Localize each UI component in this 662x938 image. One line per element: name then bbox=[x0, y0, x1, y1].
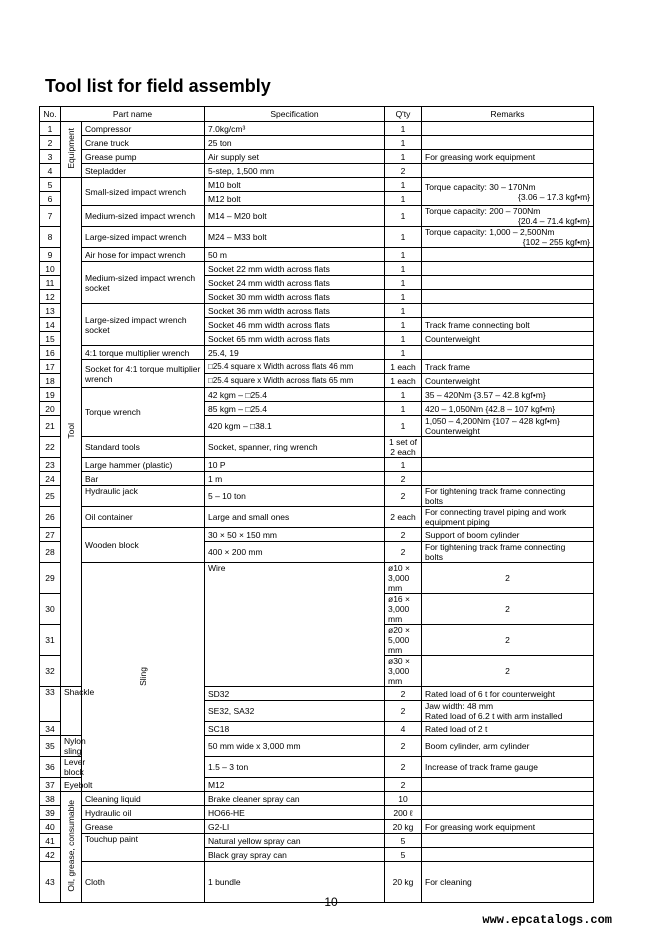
cell-spec: M12 bolt bbox=[205, 192, 385, 206]
table-row bbox=[40, 304, 594, 318]
cell-part: Small-sized impact wrench bbox=[82, 178, 205, 206]
cell-no: 28 bbox=[40, 542, 61, 563]
cell-no: 36 bbox=[40, 757, 61, 778]
cell-qty: 20 kg bbox=[385, 862, 422, 903]
cell-no: 23 bbox=[40, 458, 61, 472]
cell-no: 39 bbox=[40, 806, 61, 820]
cell-no: 9 bbox=[40, 248, 61, 262]
page-number: 10 bbox=[324, 895, 338, 909]
header-part-name: Part name bbox=[61, 107, 205, 122]
cell-no: 2 bbox=[40, 136, 61, 150]
cell-qty: 1 bbox=[385, 206, 422, 227]
cell-spec: ø30 × 3,000 mm bbox=[385, 656, 422, 687]
cell-spec: M12 bbox=[205, 778, 385, 792]
website-watermark: www.epcatalogs.com bbox=[482, 913, 612, 927]
cell-qty: 2 bbox=[385, 542, 422, 563]
cell-spec: 1 m bbox=[205, 472, 385, 486]
cell-qty: 1 bbox=[385, 402, 422, 416]
cell-remarks bbox=[422, 290, 594, 304]
cell-no: 32 bbox=[40, 656, 61, 687]
cell-spec: SE32, SA32 bbox=[205, 701, 385, 722]
cell-no: 10 bbox=[40, 262, 61, 276]
cell-remarks bbox=[422, 792, 594, 806]
cell-no: 27 bbox=[40, 528, 61, 542]
cell-qty: 1 bbox=[385, 458, 422, 472]
cell-qty: 1 bbox=[385, 416, 422, 437]
cell-no: 8 bbox=[40, 227, 61, 248]
table-row bbox=[40, 820, 594, 834]
remarks-line: 1,050 – 4,200Nm {107 – 428 kgf•m} bbox=[425, 416, 560, 426]
cell-spec: 85 kgm – □25.4 bbox=[205, 402, 385, 416]
cell-remarks: Rated load of 6 t for counterweight bbox=[422, 687, 594, 701]
cell-remarks bbox=[422, 304, 594, 318]
cell-qty: 2 bbox=[385, 687, 422, 701]
cell-remarks bbox=[422, 416, 594, 437]
cell-spec: M10 bolt bbox=[205, 178, 385, 192]
cell-no: 25 bbox=[40, 486, 61, 507]
cell-spec: 1.5 – 3 ton bbox=[205, 757, 385, 778]
cell-no: 14 bbox=[40, 318, 61, 332]
cell-qty: 2 bbox=[385, 486, 422, 507]
cell-remarks: Support of boom cylinder bbox=[422, 528, 594, 542]
table-row bbox=[40, 248, 594, 262]
group-oil-grease-consumable bbox=[61, 792, 82, 903]
header-row bbox=[40, 107, 594, 122]
cell-spec: Socket 22 mm width across flats bbox=[205, 262, 385, 276]
cell-remarks bbox=[422, 227, 594, 248]
cell-remarks bbox=[422, 276, 594, 290]
group-tool bbox=[61, 178, 82, 687]
cell-remarks bbox=[422, 806, 594, 820]
header-qty: Q'ty bbox=[385, 107, 422, 122]
cell-spec: M14 – M20 bolt bbox=[205, 206, 385, 227]
cell-spec: □25.4 square x Width across flats 46 mm bbox=[205, 360, 385, 374]
cell-part: Grease pump bbox=[82, 150, 205, 164]
table-row bbox=[40, 227, 594, 248]
cell-spec: □25.4 square x Width across flats 65 mm bbox=[205, 374, 385, 388]
header-specification: Specification bbox=[205, 107, 385, 122]
remarks-line: Torque capacity: 200 – 700Nm bbox=[425, 206, 541, 216]
cell-no: 37 bbox=[40, 778, 61, 792]
page-title: Tool list for field assembly bbox=[45, 76, 271, 96]
cell-no: 15 bbox=[40, 332, 61, 346]
cell-spec: ø16 × 3,000 mm bbox=[385, 594, 422, 625]
remarks-line: Torque capacity: 1,000 – 2,500Nm bbox=[425, 227, 555, 237]
cell-qty: 2 bbox=[385, 736, 422, 757]
cell-qty: 1 bbox=[385, 122, 422, 136]
remarks-line: Torque capacity: 30 – 170Nm bbox=[425, 181, 536, 192]
cell-qty: 1 bbox=[385, 178, 422, 192]
cell-qty bbox=[385, 437, 422, 458]
cell-no: 34 bbox=[40, 722, 61, 736]
cell-qty: 1 bbox=[385, 227, 422, 248]
cell-part: Bar bbox=[82, 472, 205, 486]
cell-remarks bbox=[422, 136, 594, 150]
cell-qty: 5 bbox=[385, 848, 422, 862]
cell-part: Large-sized impact wrench socket bbox=[82, 304, 205, 346]
cell-qty: 1 bbox=[385, 192, 422, 206]
cell-part: Large hammer (plastic) bbox=[82, 458, 205, 472]
cell-no: 3 bbox=[40, 150, 61, 164]
cell-part: Lever block bbox=[61, 757, 82, 778]
table-row bbox=[40, 486, 594, 507]
cell-remarks bbox=[422, 178, 594, 206]
table-row bbox=[40, 262, 594, 276]
table-row bbox=[40, 507, 594, 528]
table-row bbox=[40, 346, 594, 360]
cell-no: 26 bbox=[40, 507, 61, 528]
cell-no: 41 bbox=[40, 834, 61, 848]
cell-spec: Socket 46 mm width across flats bbox=[205, 318, 385, 332]
cell-remarks: Track frame bbox=[422, 360, 594, 374]
cell-part: Compressor bbox=[82, 122, 205, 136]
cell-qty: 1 bbox=[385, 318, 422, 332]
cell-spec: Large and small ones bbox=[205, 507, 385, 528]
cell-no: 16 bbox=[40, 346, 61, 360]
cell-no: 24 bbox=[40, 472, 61, 486]
cell-remarks: For greasing work equipment bbox=[422, 150, 594, 164]
cell-part: Socket for 4:1 torque multiplier wrench bbox=[82, 360, 205, 388]
remarks-line: Counterweight bbox=[425, 426, 480, 436]
cell-spec: Black gray spray can bbox=[205, 848, 385, 862]
cell-part: Stepladder bbox=[82, 164, 205, 178]
cell-qty: 2 each bbox=[385, 507, 422, 528]
cell-spec: ø20 × 5,000 mm bbox=[385, 625, 422, 656]
cell-spec: Socket 36 mm width across flats bbox=[205, 304, 385, 318]
cell-no: 29 bbox=[40, 563, 61, 594]
table-row bbox=[40, 206, 594, 227]
cell-part: Hydraulic jack bbox=[82, 486, 205, 507]
cell-spec: SD32 bbox=[205, 687, 385, 701]
cell-remarks bbox=[422, 834, 594, 848]
cell-part: Crane truck bbox=[82, 136, 205, 150]
cell-spec: G2-LI bbox=[205, 820, 385, 834]
cell-part: Hydraulic oil bbox=[82, 806, 205, 820]
cell-spec: 5 – 10 ton bbox=[205, 486, 385, 507]
cell-qty: 1 bbox=[385, 332, 422, 346]
cell-no: 43 bbox=[40, 862, 61, 903]
cell-no: 11 bbox=[40, 276, 61, 290]
remarks-line: Jaw width: 48 mm bbox=[425, 701, 494, 711]
cell-part: Medium-sized impact wrench bbox=[82, 206, 205, 227]
cell-no: 33 bbox=[40, 687, 61, 722]
table-row bbox=[40, 164, 594, 178]
group-label: Equipment bbox=[66, 128, 76, 169]
cell-remarks bbox=[422, 206, 594, 227]
cell-qty: 2 bbox=[385, 701, 422, 722]
cell-part: 4:1 torque multiplier wrench bbox=[82, 346, 205, 360]
cell-no: 31 bbox=[40, 625, 61, 656]
table-row bbox=[40, 458, 594, 472]
cell-no: 19 bbox=[40, 388, 61, 402]
remarks-line: For tightening track frame connecting bbox=[425, 486, 566, 496]
remarks-line: {20.4 – 71.4 kgf•m} bbox=[518, 216, 590, 226]
table-row bbox=[40, 360, 594, 374]
cell-no: 20 bbox=[40, 402, 61, 416]
cell-part: Wooden block bbox=[82, 528, 205, 563]
cell-spec: 25.4, 19 bbox=[205, 346, 385, 360]
cell-qty: 1 each bbox=[385, 360, 422, 374]
cell-no: 30 bbox=[40, 594, 61, 625]
cell-spec: 7.0kg/cm³ bbox=[205, 122, 385, 136]
cell-spec: 25 ton bbox=[205, 136, 385, 150]
cell-no: 21 bbox=[40, 416, 61, 437]
cell-part: Air hose for impact wrench bbox=[82, 248, 205, 262]
cell-spec: 30 × 50 × 150 mm bbox=[205, 528, 385, 542]
cell-spec: Socket 24 mm width across flats bbox=[205, 276, 385, 290]
cell-part: Medium-sized impact wrench socket bbox=[82, 262, 205, 304]
cell-spec: HO66-HE bbox=[205, 806, 385, 820]
cell-qty: 5 bbox=[385, 834, 422, 848]
remarks-line: {3.06 – 17.3 kgf•m} bbox=[518, 191, 590, 202]
cell-qty: 1 bbox=[385, 290, 422, 304]
header-no: No. bbox=[40, 107, 61, 122]
table-row bbox=[40, 388, 594, 402]
table-row bbox=[40, 806, 594, 820]
cell-qty: 2 bbox=[422, 594, 594, 625]
cell-remarks bbox=[422, 486, 594, 507]
cell-no: 38 bbox=[40, 792, 61, 806]
cell-no: 13 bbox=[40, 304, 61, 318]
group-equipment bbox=[61, 122, 82, 178]
cell-part: Touchup paint bbox=[82, 834, 205, 862]
cell-qty: 10 bbox=[385, 792, 422, 806]
table-row bbox=[40, 792, 594, 806]
remarks-line: Rated load of 6.2 t with arm installed bbox=[425, 711, 563, 721]
cell-spec: SC18 bbox=[205, 722, 385, 736]
cell-qty: 2 bbox=[422, 625, 594, 656]
cell-spec: Socket 30 mm width across flats bbox=[205, 290, 385, 304]
cell-remarks bbox=[422, 248, 594, 262]
cell-qty: 1 bbox=[385, 150, 422, 164]
cell-remarks: Increase of track frame gauge bbox=[422, 757, 594, 778]
cell-part: Torque wrench bbox=[82, 388, 205, 437]
remarks-line: equipment piping bbox=[425, 517, 490, 527]
cell-remarks bbox=[422, 848, 594, 862]
cell-spec: 5-step, 1,500 mm bbox=[205, 164, 385, 178]
cell-remarks bbox=[422, 262, 594, 276]
cell-qty: 1 bbox=[385, 276, 422, 290]
cell-spec: 42 kgm – □25.4 bbox=[205, 388, 385, 402]
table-row bbox=[40, 437, 594, 458]
cell-no: 12 bbox=[40, 290, 61, 304]
cell-remarks: For greasing work equipment bbox=[422, 820, 594, 834]
cell-part: Wire bbox=[205, 563, 385, 687]
cell-no: 35 bbox=[40, 736, 61, 757]
cell-spec: Air supply set bbox=[205, 150, 385, 164]
cell-no: 17 bbox=[40, 360, 61, 374]
remarks-line: bolts bbox=[425, 552, 443, 562]
cell-qty: 2 bbox=[385, 778, 422, 792]
cell-qty: 200 ℓ bbox=[385, 806, 422, 820]
cell-qty: 2 bbox=[385, 472, 422, 486]
cell-spec: Brake cleaner spray can bbox=[205, 792, 385, 806]
table-row bbox=[40, 563, 594, 594]
cell-remarks: Counterweight bbox=[422, 374, 594, 388]
cell-qty: 1 bbox=[385, 136, 422, 150]
cell-qty: 1 bbox=[385, 346, 422, 360]
cell-part: Cloth bbox=[82, 862, 205, 903]
cell-part: Eyebolt bbox=[61, 778, 82, 792]
cell-remarks: Rated load of 2 t bbox=[422, 722, 594, 736]
cell-remarks bbox=[422, 437, 594, 458]
cell-qty: 1 bbox=[385, 262, 422, 276]
cell-remarks: 420 – 1,050Nm {42.8 – 107 kgf•m} bbox=[422, 402, 594, 416]
cell-part: Cleaning liquid bbox=[82, 792, 205, 806]
cell-spec: ø10 × 3,000 mm bbox=[385, 563, 422, 594]
remarks-line: For connecting travel piping and work bbox=[425, 507, 567, 517]
cell-spec: M24 – M33 bolt bbox=[205, 227, 385, 248]
cell-qty: 1 bbox=[385, 248, 422, 262]
table-row bbox=[40, 178, 594, 192]
cell-remarks bbox=[422, 542, 594, 563]
group-sling bbox=[82, 563, 205, 792]
cell-no: 1 bbox=[40, 122, 61, 136]
cell-qty: 2 bbox=[385, 528, 422, 542]
cell-no: 5 bbox=[40, 178, 61, 192]
cell-spec: Natural yellow spray can bbox=[205, 834, 385, 848]
cell-spec: 1 bundle bbox=[205, 862, 385, 903]
tool-list-table bbox=[39, 106, 594, 903]
cell-qty: 20 kg bbox=[385, 820, 422, 834]
cell-remarks bbox=[422, 122, 594, 136]
table-row bbox=[40, 472, 594, 486]
remarks-line: bolts bbox=[425, 496, 443, 506]
cell-part: Nylon sling bbox=[61, 736, 82, 757]
cell-remarks bbox=[422, 346, 594, 360]
table-row bbox=[40, 528, 594, 542]
cell-part: Standard tools bbox=[82, 437, 205, 458]
cell-remarks: Counterweight bbox=[422, 332, 594, 346]
cell-qty: 1 each bbox=[385, 374, 422, 388]
cell-no: 22 bbox=[40, 437, 61, 458]
group-label: Tool bbox=[66, 423, 76, 439]
cell-qty: 1 bbox=[385, 304, 422, 318]
cell-qty: 2 bbox=[385, 757, 422, 778]
cell-remarks bbox=[422, 507, 594, 528]
cell-no: 40 bbox=[40, 820, 61, 834]
cell-no: 42 bbox=[40, 848, 61, 862]
qty-line: 1 set of bbox=[389, 437, 417, 447]
cell-no: 4 bbox=[40, 164, 61, 178]
cell-qty: 2 bbox=[422, 656, 594, 687]
remarks-line: {102 – 255 kgf•m} bbox=[522, 237, 590, 247]
cell-no: 7 bbox=[40, 206, 61, 227]
cell-remarks: 35 – 420Nm {3.57 – 42.8 kgf•m} bbox=[422, 388, 594, 402]
cell-remarks bbox=[422, 458, 594, 472]
cell-remarks bbox=[422, 164, 594, 178]
cell-spec: Socket 65 mm width across flats bbox=[205, 332, 385, 346]
cell-spec: 10 P bbox=[205, 458, 385, 472]
table-row bbox=[40, 136, 594, 150]
cell-remarks: Track frame connecting bolt bbox=[422, 318, 594, 332]
qty-line: 2 each bbox=[390, 447, 416, 457]
cell-qty: 2 bbox=[385, 164, 422, 178]
remarks-line: For tightening track frame connecting bbox=[425, 542, 566, 552]
cell-spec: Socket, spanner, ring wrench bbox=[205, 437, 385, 458]
cell-spec: 420 kgm – □38.1 bbox=[205, 416, 385, 437]
cell-remarks bbox=[422, 701, 594, 722]
cell-spec: 50 mm wide x 3,000 mm bbox=[205, 736, 385, 757]
cell-remarks bbox=[422, 778, 594, 792]
table-row bbox=[40, 834, 594, 848]
cell-no: 6 bbox=[40, 192, 61, 206]
header-remarks: Remarks bbox=[422, 107, 594, 122]
cell-part: Oil container bbox=[82, 507, 205, 528]
cell-qty: 1 bbox=[385, 388, 422, 402]
group-label: Sling bbox=[138, 666, 148, 686]
cell-remarks bbox=[422, 472, 594, 486]
cell-remarks: Boom cylinder, arm cylinder bbox=[422, 736, 594, 757]
cell-part: Grease bbox=[82, 820, 205, 834]
cell-qty: 4 bbox=[385, 722, 422, 736]
cell-remarks: For cleaning bbox=[422, 862, 594, 903]
cell-part: Large-sized impact wrench bbox=[82, 227, 205, 248]
cell-no: 18 bbox=[40, 374, 61, 388]
table-row bbox=[40, 150, 594, 164]
table-row bbox=[40, 122, 594, 136]
cell-spec: 50 m bbox=[205, 248, 385, 262]
cell-part: Shackle bbox=[61, 687, 82, 736]
group-label: Oil, grease, consumable bbox=[66, 800, 76, 892]
cell-qty: 2 bbox=[422, 563, 594, 594]
cell-spec: 400 × 200 mm bbox=[205, 542, 385, 563]
